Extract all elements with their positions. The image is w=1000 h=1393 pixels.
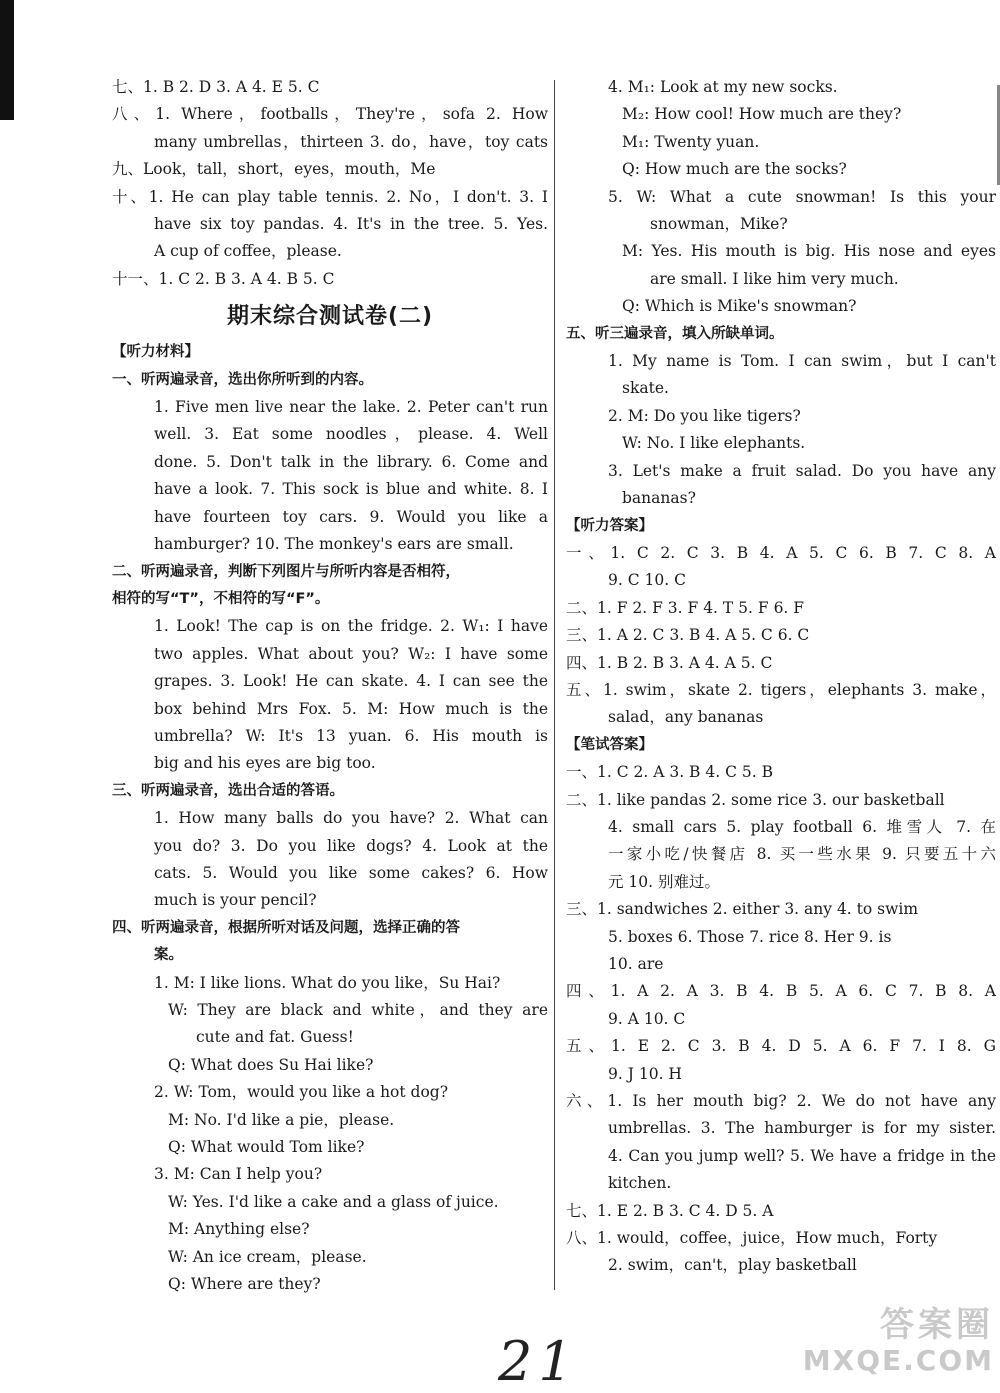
section-heading: 【笔试答案】 <box>566 736 653 753</box>
text-line: have six toy pandas. 4. It's in the tree. 5. Yes. <box>154 215 548 234</box>
text-line: 5. boxes 6. Those 7. rice 8. Her 9. is <box>608 927 892 946</box>
text-line: grapes. 3. Look! He can skate. 4. I can see the <box>154 672 548 691</box>
text-line: skate. <box>622 379 669 398</box>
text-line: 五、1. E 2. C 3. B 4. D 5. A 6. F 7. I 8. G <box>566 1037 996 1056</box>
text-line: M: Yes. His mouth is big. His nose and eyes <box>622 242 996 261</box>
text-line: 二、1. F 2. F 3. F 4. T 5. F 6. F <box>566 598 805 617</box>
text-line: snowman，Mike? <box>650 215 788 234</box>
section-heading: 【听力答案】 <box>566 517 653 534</box>
text-line: M₂: How cool! How much are they? <box>622 105 902 124</box>
text-line: cats. 5. Would you like some cakes? 6. How <box>154 863 548 882</box>
text-line: W: Yes. I'd like a cake and a glass of juice. <box>168 1192 499 1211</box>
text-line: M: No. I'd like a pie，please. <box>168 1110 395 1129</box>
text-line: 四、1. A 2. A 3. B 4. B 5. A 6. C 7. B 8. A <box>566 982 996 1001</box>
text-line: 1. My name is Tom. I can swim，but I can't <box>608 352 996 371</box>
text-line: 五、1. swim，skate 2. tigers，elephants 3. make， <box>566 680 996 699</box>
text-line: are small. I like him very much. <box>650 269 899 288</box>
text-line: 三、1. sandwiches 2. either 3. any 4. to swim <box>566 900 919 919</box>
section-heading: 相符的写“T”，不相符的写“F”。 <box>112 590 330 607</box>
text-line: Q: Where are they? <box>168 1275 321 1294</box>
text-line: 十、1. He can play table tennis. 2. No，I don't. 3. I <box>112 187 548 206</box>
text-line: 八、1. Where，footballs，They're，sofa 2. How <box>112 105 548 124</box>
watermark-logo-text: 答案圈 <box>880 1305 994 1345</box>
text-line: well. 3. Eat some noodles，please. 4. Well <box>154 425 548 444</box>
text-line: done. 5. Don't talk in the library. 6. Come and <box>154 452 548 471</box>
left-column <box>112 74 548 1298</box>
text-line: 十一、1. C 2. B 3. A 4. B 5. C <box>112 269 335 288</box>
text-line: 4. small cars 5. play football 6. 堆雪人 7. 在 <box>608 817 996 836</box>
text-line: 1. M: I like lions. What do you like，Su Hai? <box>154 973 501 992</box>
text-line: 九、Look，tall，short，eyes，mouth，Me <box>112 160 436 179</box>
text-line: 1. How many balls do you have? 2. What can <box>154 809 548 828</box>
text-line: A cup of coffee，please. <box>154 242 342 261</box>
text-line: 六、1. Is her mouth big? 2. We do not have any <box>566 1092 996 1111</box>
text-line: 4. Can you jump well? 5. We have a fridge in the <box>608 1146 996 1165</box>
text-line: W: An ice cream，please. <box>168 1247 367 1266</box>
section-heading: 【听力材料】 <box>112 344 199 361</box>
text-line: Q: Which is Mike's snowman? <box>622 297 857 316</box>
text-line: bananas? <box>622 489 696 508</box>
section-title: 期末综合测试卷(二) <box>226 304 434 330</box>
text-line: Q: How much are the socks? <box>622 160 847 179</box>
text-line: many umbrellas，thirteen 3. do，have，toy cats <box>154 132 548 151</box>
text-line: 10. are <box>608 955 664 973</box>
section-heading: 二、听两遍录音，判断下列图片与所听内容是否相符， <box>112 563 460 580</box>
text-line: 3. M: Can I help you? <box>154 1165 323 1184</box>
text-line: box behind Mrs Fox. 5. M: How much is the <box>154 699 548 718</box>
right-column <box>566 74 996 1280</box>
text-line: cute and fat. Guess! <box>196 1028 354 1047</box>
text-line: 9. J 10. H <box>608 1064 682 1083</box>
text-line: have a look. 7. This sock is blue and white. 8. I <box>154 480 548 499</box>
text-line: M₁: Twenty yuan. <box>622 132 760 151</box>
section-heading: 一、听两遍录音，选出你所听到的内容。 <box>112 371 373 388</box>
text-line: 2. W: Tom，would you like a hot dog? <box>154 1083 449 1102</box>
text-line: 三、1. A 2. C 3. B 4. A 5. C 6. C <box>566 626 810 645</box>
section-heading: 四、听两遍录音，根据所听对话及问题，选择正确的答 <box>112 919 460 936</box>
text-line: 1. Five men live near the lake. 2. Peter can't run <box>154 398 548 417</box>
scan-edge-bar <box>0 0 14 120</box>
text-line: M: Anything else? <box>168 1220 310 1239</box>
text-line: two apples. What about you? W₂: I have some <box>154 644 548 663</box>
column-divider <box>554 80 555 1290</box>
section-heading: 案。 <box>154 947 183 964</box>
text-line: have fourteen toy cars. 9. Would you like a <box>154 507 548 526</box>
text-line: hamburger? 10. The monkey's ears are small. <box>154 535 514 554</box>
text-line: 七、1. B 2. D 3. A 4. E 5. C <box>112 78 320 96</box>
text-line: salad，any bananas <box>608 708 764 727</box>
text-line: 四、1. B 2. B 3. A 4. A 5. C <box>566 653 773 672</box>
text-line: 3. Let's make a fruit salad. Do you have any <box>608 461 996 480</box>
text-line: you do? 3. Do you like dogs? 4. Look at the <box>154 836 548 855</box>
text-line: 2. M: Do you like tigers? <box>608 406 801 425</box>
text-line: umbrellas. 3. The hamburger is for my sister. <box>608 1119 996 1138</box>
text-line: kitchen. <box>608 1174 672 1193</box>
text-line: 5. W: What a cute snowman! Is this your <box>608 187 996 206</box>
text-line: 一、1. C 2. C 3. B 4. A 5. C 6. B 7. C 8. A <box>566 543 996 562</box>
text-line: 元 10. 别难过。 <box>608 872 721 891</box>
page-number: 21 <box>498 1330 579 1393</box>
text-line: 9. C 10. C <box>608 571 686 590</box>
section-heading: 三、听两遍录音，选出合适的答语。 <box>112 782 344 799</box>
text-line: 9. A 10. C <box>608 1009 686 1028</box>
text-line: much is your pencil? <box>154 891 317 910</box>
text-line: Q: What would Tom like? <box>168 1138 365 1157</box>
watermark <box>803 1305 994 1377</box>
text-line: 二、1. like pandas 2. some rice 3. our basketball <box>566 790 945 809</box>
text-line: W: No. I like elephants. <box>622 434 806 453</box>
text-line: 七、1. E 2. B 3. C 4. D 5. A <box>566 1201 774 1220</box>
text-line: 一、1. C 2. A 3. B 4. C 5. B <box>566 763 773 782</box>
text-line: W: They are black and white，and they are <box>168 1001 548 1019</box>
text-line: 4. M₁: Look at my new socks. <box>608 78 838 96</box>
text-line: 2. swim，can't，play basketball <box>608 1256 857 1275</box>
text-line: 八、1. would，coffee，juice，How much，Forty <box>566 1229 938 1248</box>
text-line: big and his eyes are big too. <box>154 754 376 773</box>
text-line: umbrella? W: It's 13 yuan. 6. His mouth is <box>154 726 548 745</box>
watermark-url: MXQE.COM <box>802 1344 994 1377</box>
text-line: 1. Look! The cap is on the fridge. 2. W₁: I have <box>154 617 548 636</box>
text-line: Q: What does Su Hai like? <box>168 1055 374 1074</box>
section-heading: 五、听三遍录音，填入所缺单词。 <box>566 325 784 342</box>
text-line: 一家小吃/快餐店 8. 买一些水果 9. 只要五十六 <box>608 845 996 864</box>
